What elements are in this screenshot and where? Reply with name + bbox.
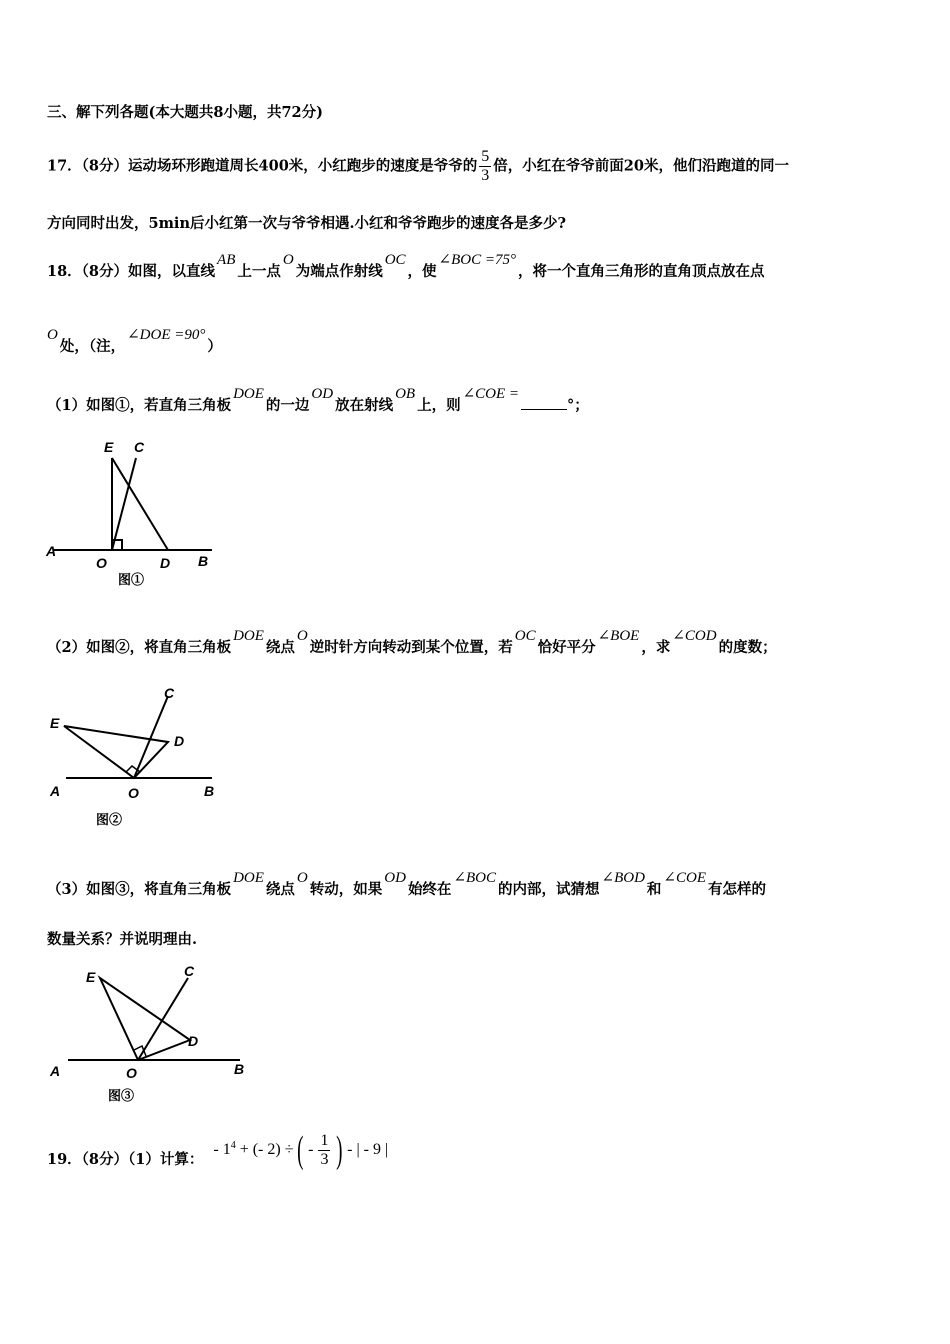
- q19-close-paren: ): [336, 1129, 343, 1171]
- q18-math-oc: OC: [384, 252, 406, 268]
- fig3-label-b: B: [234, 1061, 245, 1077]
- fig3-caption: 图③: [108, 1088, 135, 1103]
- fig3-label-o: O: [126, 1065, 137, 1081]
- sub3-text-3: 转动，如果: [309, 881, 383, 898]
- sub2-text-1: （2）如图②，将直角三角板: [47, 639, 232, 656]
- sub3-math-o: O: [296, 870, 308, 886]
- q19-frac-den: 3: [320, 1150, 329, 1168]
- sub2-text-6: 的度数；: [718, 639, 777, 656]
- section-heading: 三、解下列各题(本大题共8小题，共72分): [47, 104, 323, 121]
- q19-open-paren: (: [297, 1129, 304, 1171]
- q19-line1: [47, 1129, 389, 1182]
- fig2-label-b: B: [204, 783, 215, 799]
- sub1-text-1: （1）如图①，若直角三角板: [47, 397, 232, 414]
- sub1-text-4: 上，则: [417, 397, 461, 414]
- sub2-math-o: O: [296, 628, 308, 644]
- q17-frac-num: 5: [481, 148, 490, 165]
- q19-expr-c: - | - 9 |: [347, 1141, 389, 1158]
- fig1-label-b: B: [198, 553, 209, 569]
- sub2-math-cod: ∠COD: [672, 628, 717, 644]
- fig3-label-d: D: [188, 1033, 199, 1049]
- fig3-label-c: C: [184, 963, 195, 979]
- q18-math-o: O: [282, 252, 294, 268]
- sub3-math-od: OD: [384, 870, 406, 886]
- sub2-text-4: 恰好平分: [537, 639, 596, 656]
- fig1-label-e: E: [104, 439, 114, 455]
- sub2-math-doe: DOE: [233, 628, 264, 644]
- sub3-math-doe: DOE: [233, 870, 264, 886]
- fig2-label-d: D: [174, 733, 185, 749]
- q18-line2: [47, 327, 222, 357]
- sub1-text-3: 放在射线: [335, 397, 394, 414]
- fig3-label-a: A: [50, 1063, 61, 1079]
- fig1-label-o: O: [96, 555, 107, 571]
- fig1-label-a: A: [46, 543, 57, 559]
- sub2-math-boe: ∠BOE: [597, 628, 640, 644]
- sub2-text-3: 逆时针方向转动到某个位置，若: [309, 639, 513, 656]
- q17-frac-den: 3: [481, 167, 490, 184]
- sub3-text-7: 有怎样的: [708, 881, 766, 898]
- sub3-text-6: 和: [646, 881, 662, 898]
- q18-line1: [47, 252, 765, 282]
- fig1-label-d: D: [160, 555, 171, 571]
- sub1-math-od: OD: [311, 386, 334, 402]
- q19-expr-a: - 1: [213, 1141, 231, 1158]
- q17-fraction: [479, 148, 491, 185]
- fig1-edge-ed: [112, 458, 168, 550]
- q18-text-3: 为端点作射线: [295, 263, 383, 280]
- fig3-label-e: E: [86, 969, 96, 985]
- q18-sub1: [47, 386, 589, 416]
- q19-expr-b: + (- 2) ÷: [235, 1141, 294, 1158]
- q18-math-ab: AB: [217, 252, 236, 268]
- sub1-math-coe: ∠COE =: [462, 386, 520, 402]
- figure-1: [40, 430, 230, 595]
- sub1-math-doe: DOE: [233, 386, 264, 402]
- q18-line2-text-2: ）: [207, 338, 222, 355]
- sub3-math-coe: ∠COE: [663, 870, 706, 886]
- q18-math-doe90: ∠DOE =90°: [127, 327, 206, 343]
- q18-sub3: [47, 870, 766, 900]
- sub3-text-1: （3）如图③，将直角三角板: [47, 881, 232, 898]
- q18-text-2: 上一点: [237, 263, 281, 280]
- sub3-math-boc: ∠BOC: [453, 870, 497, 886]
- q18-text-1: 18．（8分）如图，以直线: [47, 263, 216, 280]
- sub3-text-4: 始终在: [407, 881, 452, 898]
- q19-fraction: [318, 1132, 330, 1169]
- q18-line2-text-1: 处，（注，: [59, 338, 126, 355]
- sub3-math-bod: ∠BOD: [601, 870, 645, 886]
- q18-sub3-line2: 数量关系？并说明理由.: [47, 931, 198, 948]
- fig2-label-o: O: [128, 785, 139, 801]
- q18-text-4: ，使: [407, 263, 437, 280]
- q19-expr-neg: -: [308, 1141, 314, 1158]
- q19-text-1: 19．（8分）（1）计算：: [47, 1151, 204, 1168]
- fig2-label-a: A: [50, 783, 61, 799]
- q17-line2: 方向同时出发，5min后小红第一次与爷爷相遇.小红和爷爷跑步的速度各是多少?: [47, 215, 567, 232]
- q17-line1: [47, 148, 789, 185]
- q18-math-boc75: ∠BOC =75°: [438, 252, 516, 268]
- sub3-text-5: 的内部，试猜想: [498, 881, 600, 898]
- figure-3: [40, 958, 260, 1108]
- q19-expression: [213, 1129, 389, 1171]
- fig2-label-e: E: [50, 715, 60, 731]
- fig2-caption: 图②: [96, 812, 123, 827]
- sub1-text-2: 的一边: [265, 397, 310, 414]
- sub2-math-oc: OC: [514, 628, 536, 644]
- fig1-label-c: C: [134, 439, 145, 455]
- figure-2: [40, 680, 240, 835]
- fig2-label-c: C: [164, 685, 175, 701]
- sub2-text-2: 绕点: [265, 639, 295, 656]
- q18-math-o2: O: [47, 327, 58, 343]
- q17-text-2: 倍，小红在爷爷前面20米，他们沿跑道的同一: [493, 157, 789, 175]
- sub1-math-ob: OB: [395, 386, 416, 402]
- fig1-caption: 图①: [118, 572, 145, 587]
- sub3-text-2: 绕点: [265, 881, 295, 898]
- answer-blank: [521, 395, 567, 410]
- fig3-ray-oc: [138, 978, 188, 1060]
- q17-text-1: 17．（8分）运动场环形跑道周长400米，小红跑步的速度是爷爷的: [47, 157, 478, 175]
- q18-sub2: [47, 628, 777, 658]
- sub2-text-5: ，求: [641, 639, 671, 656]
- q19-frac-num: 1: [320, 1131, 329, 1149]
- fig1-ray-oc: [112, 458, 136, 550]
- q18-text-5: ，将一个直角三角形的直角顶点放在点: [518, 263, 765, 280]
- q19-expr-exponent: 4: [230, 1140, 236, 1151]
- sub1-text-5: °；: [567, 397, 589, 414]
